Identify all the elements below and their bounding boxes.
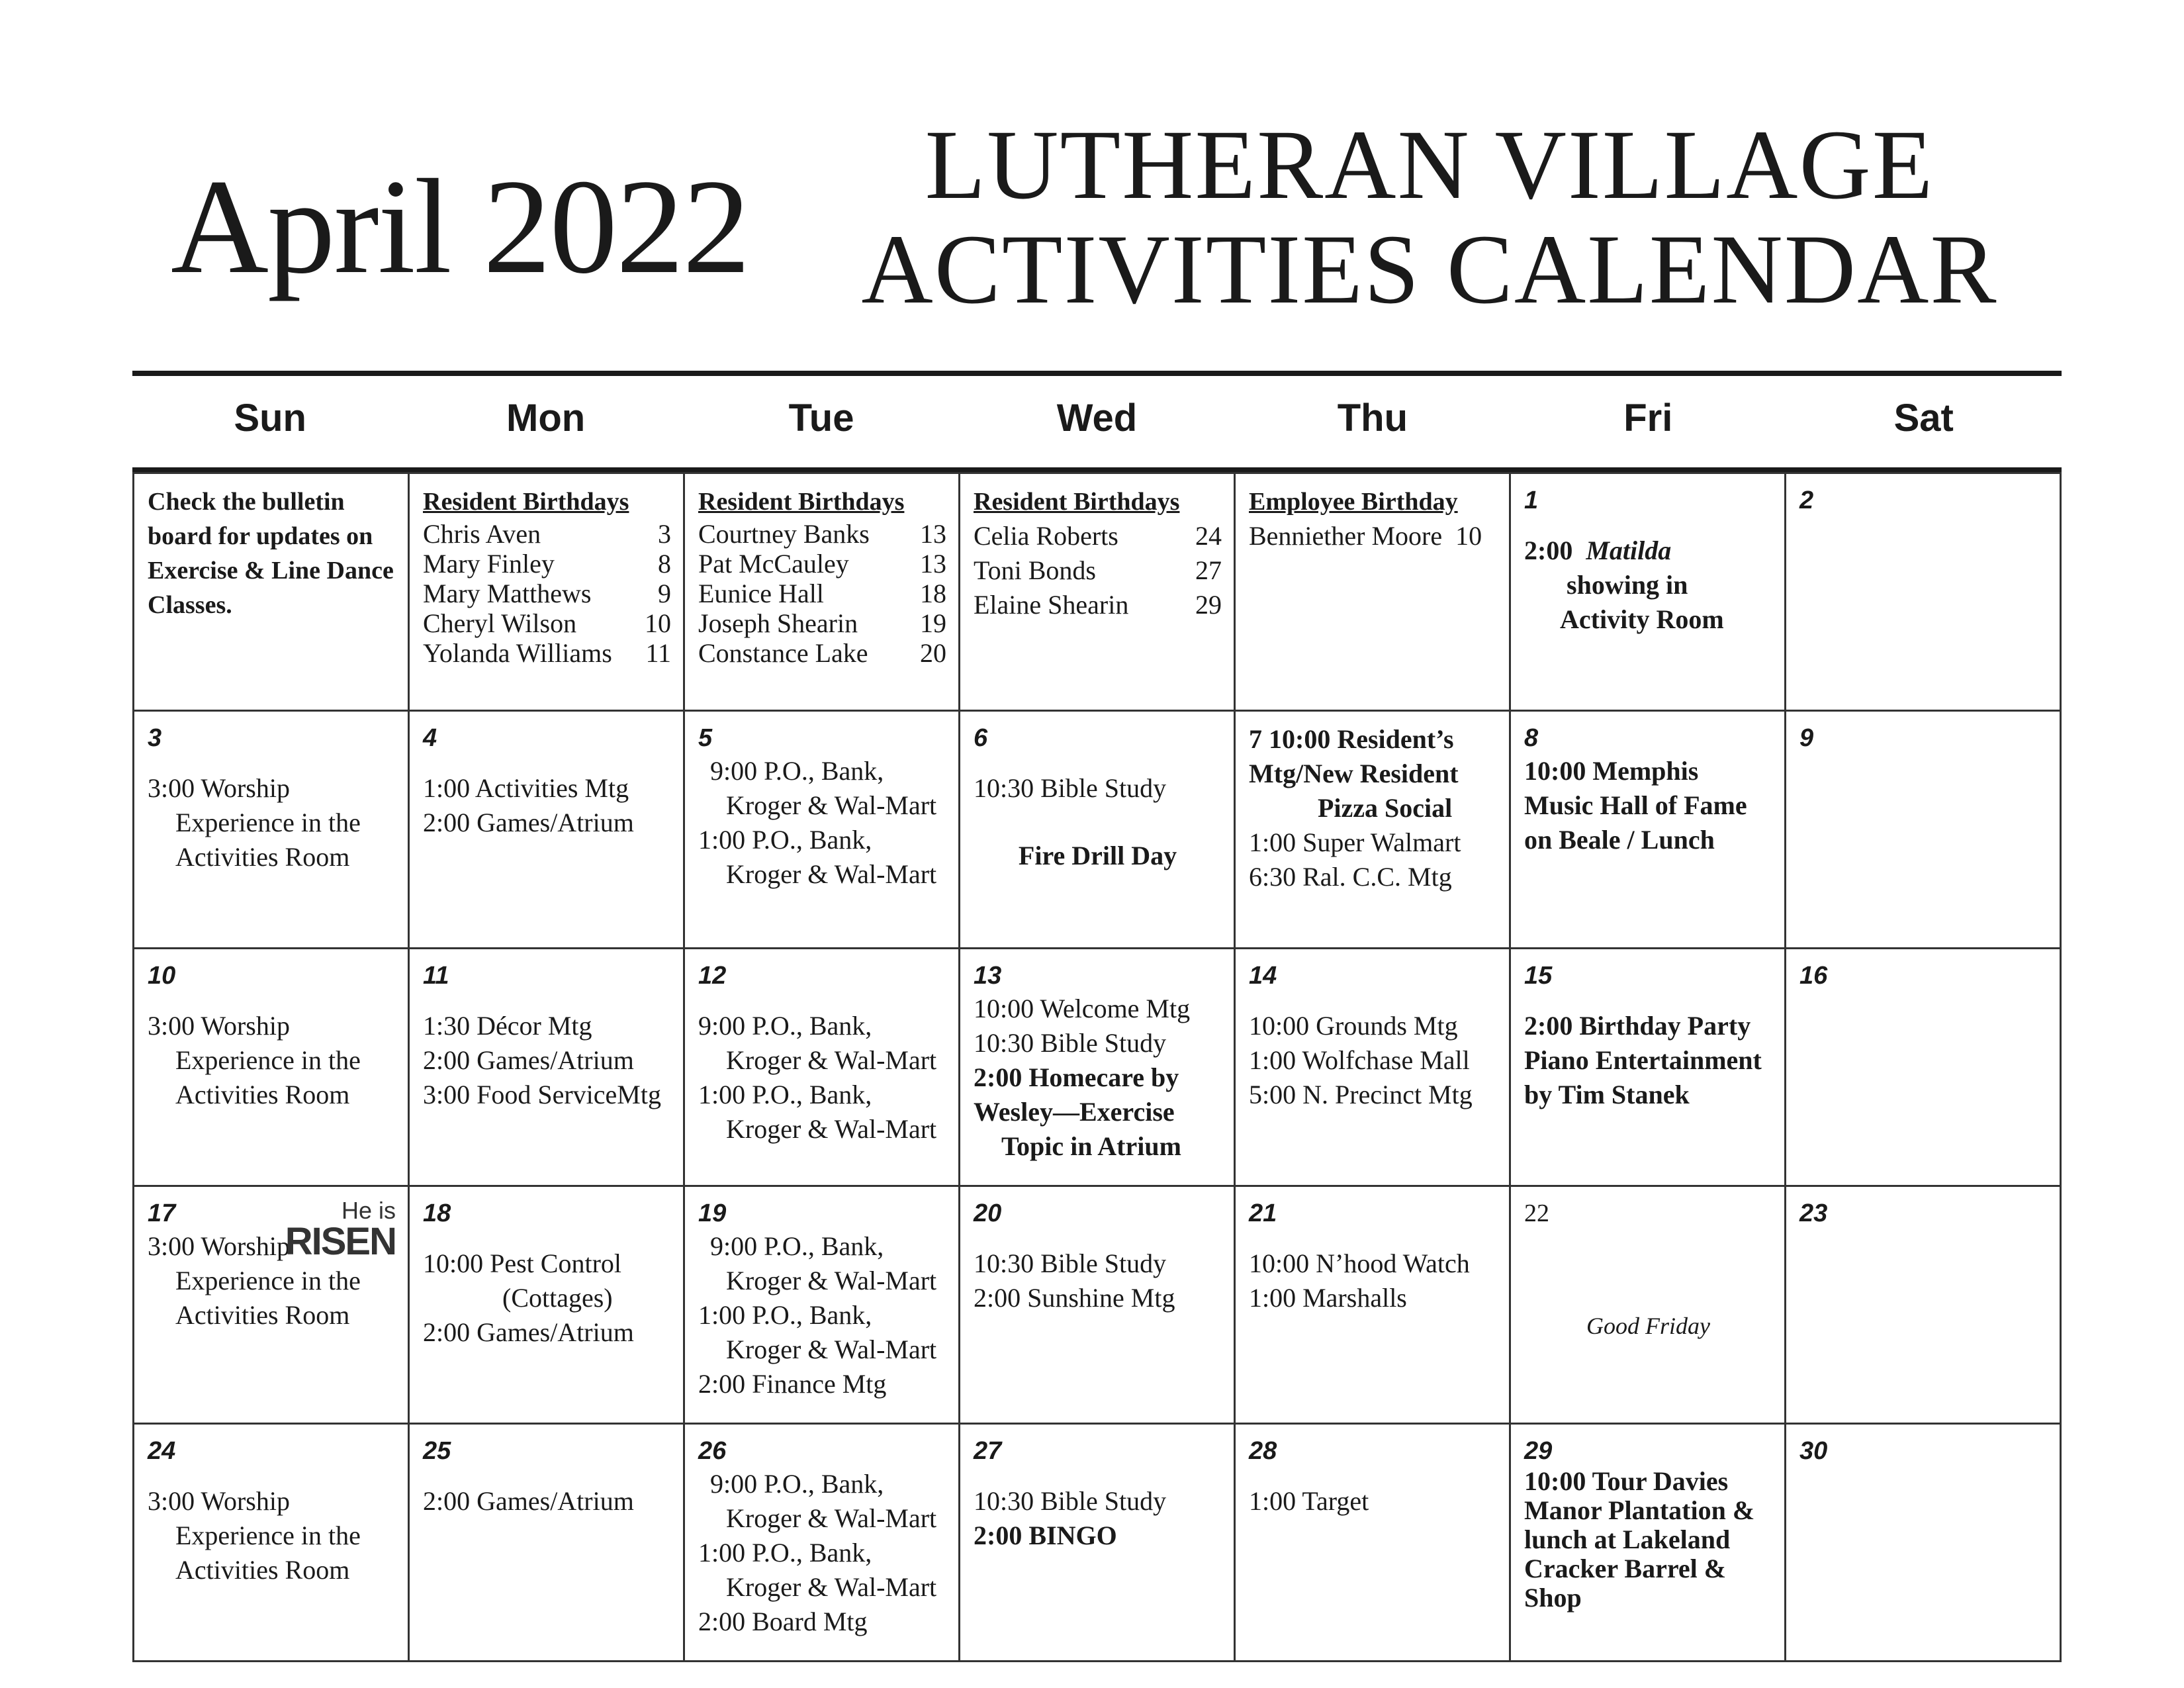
dow-mon: Mon <box>506 397 586 440</box>
birthday-date: 18 <box>920 579 946 608</box>
event-line: Piano Entertainment <box>1524 1045 1762 1075</box>
day-number: 26 <box>698 1437 727 1465</box>
day-number: 29 <box>1524 1437 1553 1465</box>
event-line: Cracker Barrel & <box>1524 1554 1727 1583</box>
event-line: Activities Room <box>175 1300 350 1330</box>
day-number: 12 <box>698 962 727 990</box>
birthday-row <box>698 638 946 668</box>
event-line: 3:00 Food ServiceMtg <box>423 1080 661 1109</box>
birthday-row <box>698 608 946 638</box>
event-line: Activity Room <box>1560 604 1724 634</box>
event-line: 9:00 P.O., Bank, <box>710 1469 884 1499</box>
birthday-name: Pat McCauley <box>698 549 849 579</box>
birthday-name: Chris Aven <box>423 519 541 549</box>
event-line: Music Hall of Fame <box>1524 790 1747 820</box>
dow-sat: Sat <box>1893 397 1954 440</box>
day-number: 10 <box>148 962 176 990</box>
event-line: Experience in the <box>175 808 361 837</box>
day-number: 17 <box>148 1199 176 1227</box>
birthday-row <box>423 549 671 579</box>
birthday-date: 3 <box>658 519 671 549</box>
day-cell <box>960 473 1235 711</box>
day-number: 11 <box>423 962 449 990</box>
event-line: 3:00 Worship <box>148 1011 290 1041</box>
event-line: 1:00 P.O., Bank, <box>698 1300 872 1330</box>
event-line: Pizza Social <box>1318 793 1453 823</box>
birthday-name: Courtney Banks <box>698 519 870 549</box>
badge-small-text: He is <box>341 1197 396 1224</box>
event-line: 2:00 Games/Atrium <box>423 1486 634 1516</box>
day-cell <box>1786 1424 2061 1662</box>
birthday-row <box>423 638 671 668</box>
birthday-heading: Employee Birthday <box>1249 488 1458 516</box>
event-line: 10:30 Bible Study <box>974 773 1167 803</box>
event-line: showing in <box>1567 570 1688 600</box>
day-number: 7 <box>1249 724 1262 754</box>
day-cell <box>960 1424 1235 1662</box>
day-cell <box>684 1186 960 1424</box>
event-line: Experience in the <box>175 1266 361 1295</box>
day-number: 14 <box>1249 962 1277 990</box>
birthday-name: Constance Lake <box>698 638 868 668</box>
birthday-name: Benniether Moore <box>1249 521 1443 551</box>
day-cell <box>1510 473 1786 711</box>
event-line: 5:00 N. Precinct Mtg <box>1249 1080 1473 1109</box>
event-line: Kroger & Wal-Mart <box>726 1045 937 1075</box>
event-line: 10:00 Memphis <box>1524 756 1699 786</box>
birthday-row <box>974 588 1222 622</box>
week-row <box>134 949 2061 1186</box>
event-line: Shop <box>1524 1583 1582 1613</box>
day-number: 21 <box>1249 1199 1277 1227</box>
badge-large-text: RISEN <box>285 1220 396 1263</box>
birthday-name: Toni Bonds <box>974 555 1096 585</box>
day-number: 3 <box>148 724 162 752</box>
birthday-name: Elaine Shearin <box>974 590 1129 620</box>
event-line: 10:00 N’hood Watch <box>1249 1248 1470 1278</box>
he-is-risen-badge <box>285 1199 396 1261</box>
birthday-name: Yolanda Williams <box>423 638 612 668</box>
day-cell <box>684 711 960 949</box>
birthday-date: 10 <box>1455 521 1482 551</box>
day-cell <box>409 1186 684 1424</box>
event-line: 2:00 Games/Atrium <box>423 1045 634 1075</box>
title-line-1: LUTHERAN VILLAGE <box>925 110 1934 220</box>
day-cell <box>1235 1424 1510 1662</box>
day-number: 6 <box>974 724 988 752</box>
event-line: 9:00 P.O., Bank, <box>710 756 884 786</box>
day-cell <box>134 473 409 711</box>
day-cell <box>1786 1186 2061 1424</box>
birthday-row <box>423 579 671 608</box>
day-cell <box>684 1424 960 1662</box>
week-row <box>134 1186 2061 1424</box>
week-row <box>134 473 2061 711</box>
day-number: 8 <box>1524 724 1539 752</box>
event-line: 1:00 Target <box>1249 1486 1369 1516</box>
birthday-heading: Resident Birthdays <box>423 488 629 516</box>
day-number: 5 <box>698 724 713 752</box>
month-title: April 2022 <box>171 152 749 302</box>
day-number: 27 <box>974 1437 1002 1465</box>
day-cell <box>684 473 960 711</box>
event-line: 10:30 Bible Study <box>974 1486 1167 1516</box>
event-line: 10:00 Grounds Mtg <box>1249 1011 1458 1041</box>
event-line: 2:00 Games/Atrium <box>423 1317 634 1347</box>
day-cell <box>1510 949 1786 1186</box>
event-line: Kroger & Wal-Mart <box>726 790 937 820</box>
birthday-row <box>974 519 1222 553</box>
birthday-name: Mary Finley <box>423 549 555 579</box>
day-number: 15 <box>1524 962 1553 990</box>
day-number: 30 <box>1799 1437 1828 1465</box>
event-line: Wesley—Exercise <box>974 1097 1175 1127</box>
day-cell <box>1510 1186 1786 1424</box>
birthday-date: 19 <box>920 608 946 638</box>
birthday-row <box>974 553 1222 588</box>
day-number: 23 <box>1799 1199 1828 1227</box>
birthday-name: Mary Matthews <box>423 579 592 608</box>
dow-fri: Fri <box>1623 397 1673 440</box>
birthday-name: Eunice Hall <box>698 579 824 608</box>
day-number: 22 <box>1524 1199 1549 1227</box>
event-line: Kroger & Wal-Mart <box>726 1335 937 1364</box>
day-number: 4 <box>423 724 437 752</box>
event-line: 10:00 Tour Davies <box>1524 1466 1729 1496</box>
event-line: 2:00 Matilda <box>1524 536 1672 565</box>
dow-sun: Sun <box>234 397 306 440</box>
day-cell <box>1786 711 2061 949</box>
birthday-row <box>1249 519 1497 553</box>
birthday-row <box>698 579 946 608</box>
day-cell <box>134 1424 409 1662</box>
day-number: 28 <box>1249 1437 1277 1465</box>
day-cell <box>134 711 409 949</box>
event-line: Mtg/New Resident <box>1249 759 1459 788</box>
event-line: Kroger & Wal-Mart <box>726 859 937 889</box>
event-line: Kroger & Wal-Mart <box>726 1503 937 1533</box>
event-line: by Tim Stanek <box>1524 1080 1690 1109</box>
day-cell <box>684 949 960 1186</box>
birthday-date: 11 <box>645 638 671 668</box>
event-line: 2:00 Board Mtg <box>698 1607 868 1636</box>
event-line: lunch at Lakeland <box>1524 1524 1731 1554</box>
event-line: 10:30 Bible Study <box>974 1028 1167 1058</box>
birthday-row <box>698 519 946 549</box>
event-line: 1:00 P.O., Bank, <box>698 1538 872 1568</box>
birthday-date: 24 <box>1195 521 1222 551</box>
calendar-grid <box>132 467 2062 1662</box>
fire-drill-notice: Fire Drill Day <box>1018 841 1177 870</box>
birthday-date: 13 <box>920 519 946 549</box>
event-line: 1:00 Activities Mtg <box>423 773 629 803</box>
event-line: Experience in the <box>175 1045 361 1075</box>
event-line: 2:00 Homecare by <box>974 1062 1179 1092</box>
day-cell <box>1235 711 1510 949</box>
event-line: (Cottages) <box>502 1283 613 1313</box>
day-cell <box>1510 1424 1786 1662</box>
birthday-date: 20 <box>920 638 946 668</box>
dow-tue: Tue <box>788 397 854 440</box>
day-cell <box>1786 949 2061 1186</box>
event-line: Experience in the <box>175 1521 361 1550</box>
header-rule <box>132 371 2062 376</box>
birthday-date: 10 <box>645 608 671 638</box>
day-number: 9 <box>1799 724 1814 752</box>
birthday-date: 8 <box>658 549 671 579</box>
movie-title: Matilda <box>1586 536 1672 565</box>
event-line: Activities Room <box>175 1555 350 1585</box>
day-cell <box>1510 711 1786 949</box>
birthday-name: Joseph Shearin <box>698 608 858 638</box>
event-line: 3:00 Worship <box>148 1486 290 1516</box>
event-line: Topic in Atrium <box>1001 1131 1181 1161</box>
day-number: 24 <box>148 1437 176 1465</box>
day-cell <box>1786 473 2061 711</box>
event-line: 2:00 Finance Mtg <box>698 1369 887 1399</box>
day-cell <box>409 949 684 1186</box>
event-line: 3:00 Worship <box>148 1231 290 1261</box>
event-line: 2:00 Games/Atrium <box>423 808 634 837</box>
event-line: 9:00 P.O., Bank, <box>710 1231 884 1261</box>
birthday-heading: Resident Birthdays <box>698 488 905 516</box>
title-line-2: ACTIVITIES CALENDAR <box>861 214 1998 324</box>
event-line: Activities Room <box>175 1080 350 1109</box>
day-number: 16 <box>1799 962 1828 990</box>
day-number: 19 <box>698 1199 727 1227</box>
event-line: Kroger & Wal-Mart <box>726 1266 937 1295</box>
day-number: 2 <box>1799 487 1814 514</box>
event-line: Kroger & Wal-Mart <box>726 1114 937 1144</box>
day-cell <box>134 1186 409 1424</box>
dow-thu: Thu <box>1337 397 1408 440</box>
event-line: 1:00 P.O., Bank, <box>698 1080 872 1109</box>
day-cell <box>1235 1186 1510 1424</box>
event-line: 1:00 Super Walmart <box>1249 827 1461 857</box>
day-cell <box>960 711 1235 949</box>
day-number: 25 <box>423 1437 451 1465</box>
bulletin-notice: Check the bulletin board for updates on Exercise & Line Dance Classes. <box>148 488 394 619</box>
birthday-row <box>698 549 946 579</box>
week-row <box>134 711 2061 949</box>
day-number: 1 <box>1524 487 1539 514</box>
birthday-date: 9 <box>658 579 671 608</box>
birthday-heading: Resident Birthdays <box>974 488 1180 516</box>
event-line: 1:00 Wolfchase Mall <box>1249 1045 1470 1075</box>
day-number: 18 <box>423 1199 451 1227</box>
birthday-date: 13 <box>920 549 946 579</box>
event-line: Activities Room <box>175 842 350 872</box>
dow-wed: Wed <box>1056 397 1138 440</box>
event-line: on Beale / Lunch <box>1524 825 1715 855</box>
event-line: 1:00 P.O., Bank, <box>698 825 872 855</box>
day-of-week-header <box>132 396 2062 440</box>
birthday-date: 29 <box>1195 590 1222 620</box>
birthday-name: Cheryl Wilson <box>423 608 577 638</box>
day-cell <box>960 1186 1235 1424</box>
event-line: 1:00 Marshalls <box>1249 1283 1407 1313</box>
event-line: 3:00 Worship <box>148 773 290 803</box>
day-cell <box>1235 473 1510 711</box>
birthday-name: Celia Roberts <box>974 521 1118 551</box>
week-row <box>134 1424 2061 1662</box>
event-line: 10:00 Pest Control <box>423 1248 622 1278</box>
calendar-title <box>860 110 1999 324</box>
birthday-date: 27 <box>1195 555 1222 585</box>
day-cell <box>134 949 409 1186</box>
event-line: Manor Plantation & <box>1524 1495 1755 1525</box>
event-line: 7 10:00 Resident’s <box>1249 724 1454 754</box>
event-line: 2:00 Birthday Party <box>1524 1011 1751 1041</box>
day-cell <box>960 949 1235 1186</box>
good-friday-label: Good Friday <box>1586 1313 1710 1339</box>
day-number: 20 <box>974 1199 1002 1227</box>
day-cell <box>409 1424 684 1662</box>
birthday-row <box>423 608 671 638</box>
event-line: 9:00 P.O., Bank, <box>698 1011 872 1041</box>
event-line: 10:00 Welcome Mtg <box>974 994 1191 1023</box>
event-line: Kroger & Wal-Mart <box>726 1572 937 1602</box>
birthday-row <box>423 519 671 549</box>
event-line: 6:30 Ral. C.C. Mtg <box>1249 862 1452 892</box>
event-line: 10:30 Bible Study <box>974 1248 1167 1278</box>
day-cell <box>409 711 684 949</box>
event-line: 1:30 Décor Mtg <box>423 1011 592 1041</box>
event-line: 2:00 BINGO <box>974 1521 1117 1550</box>
day-cell <box>1235 949 1510 1186</box>
event-line: 2:00 Sunshine Mtg <box>974 1283 1175 1313</box>
day-number: 13 <box>974 962 1002 990</box>
day-cell <box>409 473 684 711</box>
